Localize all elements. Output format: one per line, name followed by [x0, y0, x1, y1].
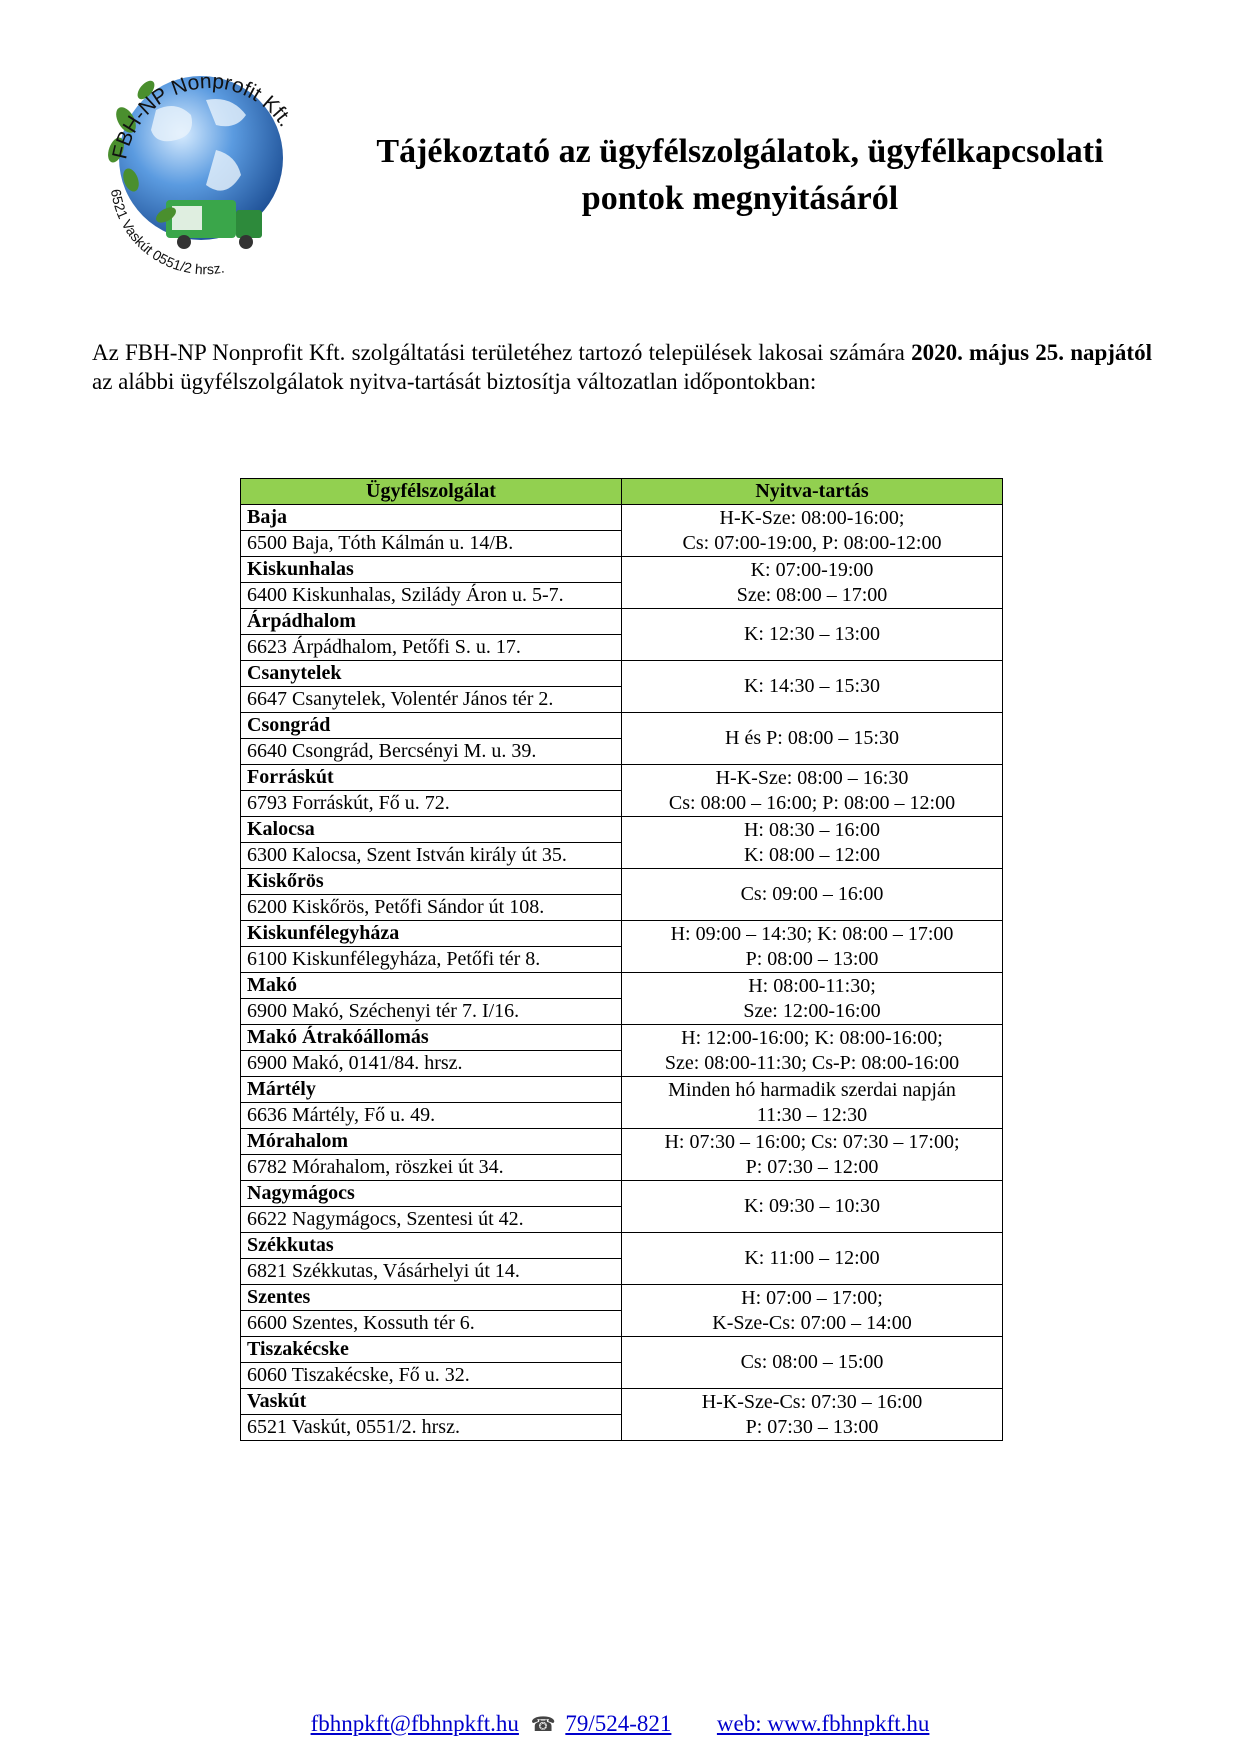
intro-date: 2020. május 25. napjától [911, 340, 1152, 365]
table-row [241, 817, 1003, 843]
opening-hours-line: K: 12:30 – 13:00 [743, 623, 881, 645]
opening-hours-line: Sze: 08:00-11:30; Cs-P: 08:00-16:00 [664, 1051, 960, 1074]
opening-hours-line: H: 08:30 – 16:00 [743, 818, 881, 841]
opening-hours-line: P: 07:30 – 13:00 [745, 1415, 879, 1438]
office-address: 6782 Mórahalom, röszkei út 34. [241, 1155, 622, 1181]
opening-hours-line: H: 12:00-16:00; K: 08:00-16:00; [681, 1026, 943, 1049]
opening-hours-line: H és P: 08:00 – 15:30 [725, 727, 899, 749]
office-address: 6300 Kalocsa, Szent István király út 35. [241, 843, 622, 869]
opening-hours [622, 1077, 1003, 1129]
table-row [241, 609, 1003, 635]
phone-link[interactable]: 79/524-821 [565, 1711, 672, 1736]
opening-hours [622, 973, 1003, 1025]
office-address: 6100 Kiskunfélegyháza, Petőfi tér 8. [241, 947, 622, 973]
table-row [241, 1337, 1003, 1363]
table-row [241, 505, 1003, 531]
telephone-icon: ☎ [530, 1712, 556, 1736]
opening-hours [622, 505, 1003, 557]
office-address: 6647 Csanytelek, Volentér János tér 2. [241, 687, 622, 713]
footer [0, 1710, 1240, 1738]
table-row [241, 557, 1003, 583]
table-row [241, 1389, 1003, 1415]
opening-hours-line: H: 09:00 – 14:30; K: 08:00 – 17:00 [670, 922, 954, 945]
logo-company-text: FBH-NP Nonprofit Kft. [108, 69, 298, 162]
page-title [330, 128, 1150, 222]
intro-paragraph [92, 338, 1152, 396]
opening-hours-line: Cs: 08:00 – 15:00 [740, 1351, 884, 1373]
opening-hours-line: Sze: 12:00-16:00 [743, 999, 881, 1022]
opening-hours-line: K: 11:00 – 12:00 [744, 1247, 880, 1269]
table-row [241, 713, 1003, 739]
title-line-2: pontok megnyitásáról [581, 180, 899, 217]
table-row [241, 1285, 1003, 1311]
opening-hours [622, 817, 1003, 869]
schedule-table [240, 478, 1003, 1441]
opening-hours-line: H-K-Sze: 08:00 – 16:30 [715, 766, 909, 789]
office-address: 6821 Székkutas, Vásárhelyi út 14. [241, 1259, 622, 1285]
office-address: 6600 Szentes, Kossuth tér 6. [241, 1311, 622, 1337]
company-logo [86, 40, 316, 280]
office-name: Szentes [241, 1285, 622, 1311]
office-name: Makó [241, 973, 622, 999]
office-address: 6500 Baja, Tóth Kálmán u. 14/B. [241, 531, 622, 557]
opening-hours [622, 1389, 1003, 1441]
intro-text-1: Az FBH-NP Nonprofit Kft. szolgáltatási területéhez tartozó települések lakosai számára [92, 340, 912, 365]
opening-hours [622, 713, 1003, 765]
opening-hours-line: H: 07:30 – 16:00; Cs: 07:30 – 17:00; [664, 1130, 960, 1153]
header-hours: Nyitva-tartás [622, 479, 1003, 505]
office-name: Székkutas [241, 1233, 622, 1259]
office-address: 6200 Kiskőrös, Petőfi Sándor út 108. [241, 895, 622, 921]
logo-address-text: 6521 Vaskút 0551/2 hrsz. [107, 187, 226, 278]
office-address: 6900 Makó, 0141/84. hrsz. [241, 1051, 622, 1077]
opening-hours-line: P: 07:30 – 12:00 [745, 1155, 879, 1178]
office-address: 6636 Mártély, Fő u. 49. [241, 1103, 622, 1129]
opening-hours-line: Cs: 08:00 – 16:00; P: 08:00 – 12:00 [668, 791, 956, 814]
opening-hours [622, 661, 1003, 713]
opening-hours-line: H-K-Sze-Cs: 07:30 – 16:00 [701, 1390, 923, 1413]
opening-hours-line: Cs: 07:00-19:00, P: 08:00-12:00 [682, 531, 942, 554]
opening-hours-line: H-K-Sze: 08:00-16:00; [719, 506, 905, 529]
opening-hours-line: H: 07:00 – 17:00; [741, 1286, 883, 1309]
table-row [241, 1077, 1003, 1103]
opening-hours [622, 1337, 1003, 1389]
office-address: 6400 Kiskunhalas, Szilády Áron u. 5-7. [241, 583, 622, 609]
office-name: Kiskőrös [241, 869, 622, 895]
opening-hours-line: Sze: 08:00 – 17:00 [736, 583, 888, 606]
opening-hours [622, 1233, 1003, 1285]
office-address: 6623 Árpádhalom, Petőfi S. u. 17. [241, 635, 622, 661]
opening-hours-line: K: 07:00-19:00 [750, 558, 874, 581]
office-name: Makó Átrakóállomás [241, 1025, 622, 1051]
email-link[interactable]: fbhnpkft@fbhnpkft.hu [310, 1711, 519, 1736]
opening-hours-line: Minden hó harmadik szerdai napján [668, 1078, 956, 1101]
office-name: Tiszakécske [241, 1337, 622, 1363]
opening-hours-line: Cs: 09:00 – 16:00 [740, 883, 884, 905]
schedule-body [241, 505, 1003, 1441]
web-link[interactable]: web: www.fbhnpkft.hu [716, 1711, 930, 1736]
office-name: Forráskút [241, 765, 622, 791]
office-name: Csongrád [241, 713, 622, 739]
office-address: 6622 Nagymágocs, Szentesi út 42. [241, 1207, 622, 1233]
table-header-row [241, 479, 1003, 505]
table-row [241, 1233, 1003, 1259]
office-address: 6060 Tiszakécske, Fő u. 32. [241, 1363, 622, 1389]
office-name: Kiskunfélegyháza [241, 921, 622, 947]
opening-hours [622, 1285, 1003, 1337]
opening-hours [622, 1025, 1003, 1077]
title-line-1: Tájékoztató az ügyfélszolgálatok, ügyfélkapcsolati [376, 133, 1104, 170]
office-address: 6640 Csongrád, Bercsényi M. u. 39. [241, 739, 622, 765]
office-name: Árpádhalom [241, 609, 622, 635]
table-row [241, 1181, 1003, 1207]
table-row [241, 661, 1003, 687]
opening-hours [622, 921, 1003, 973]
table-row [241, 921, 1003, 947]
office-name: Vaskút [241, 1389, 622, 1415]
table-row [241, 765, 1003, 791]
opening-hours-line: 11:30 – 12:30 [756, 1103, 868, 1126]
intro-text-2: az alábbi ügyfélszolgálatok nyitva-tartását biztosítja változatlan időpontokban: [92, 369, 817, 394]
table-row [241, 869, 1003, 895]
office-name: Baja [241, 505, 622, 531]
opening-hours-line: K: 14:30 – 15:30 [743, 675, 881, 697]
opening-hours [622, 765, 1003, 817]
office-address: 6521 Vaskút, 0551/2. hrsz. [241, 1415, 622, 1441]
office-name: Mórahalom [241, 1129, 622, 1155]
office-name: Nagymágocs [241, 1181, 622, 1207]
table-row [241, 973, 1003, 999]
header-service: Ügyfélszolgálat [241, 479, 622, 505]
opening-hours-line: K-Sze-Cs: 07:00 – 14:00 [712, 1311, 912, 1334]
office-address: 6900 Makó, Széchenyi tér 7. I/16. [241, 999, 622, 1025]
opening-hours [622, 609, 1003, 661]
office-name: Csanytelek [241, 661, 622, 687]
opening-hours-line: K: 09:30 – 10:30 [743, 1195, 881, 1217]
office-name: Mártély [241, 1077, 622, 1103]
opening-hours-line: H: 08:00-11:30; [748, 974, 876, 997]
opening-hours [622, 869, 1003, 921]
opening-hours-line: P: 08:00 – 13:00 [745, 947, 879, 970]
office-name: Kiskunhalas [241, 557, 622, 583]
opening-hours [622, 557, 1003, 609]
office-address: 6793 Forráskút, Fő u. 72. [241, 791, 622, 817]
opening-hours [622, 1181, 1003, 1233]
opening-hours [622, 1129, 1003, 1181]
table-row [241, 1025, 1003, 1051]
table-row [241, 1129, 1003, 1155]
opening-hours-line: K: 08:00 – 12:00 [743, 843, 881, 866]
office-name: Kalocsa [241, 817, 622, 843]
